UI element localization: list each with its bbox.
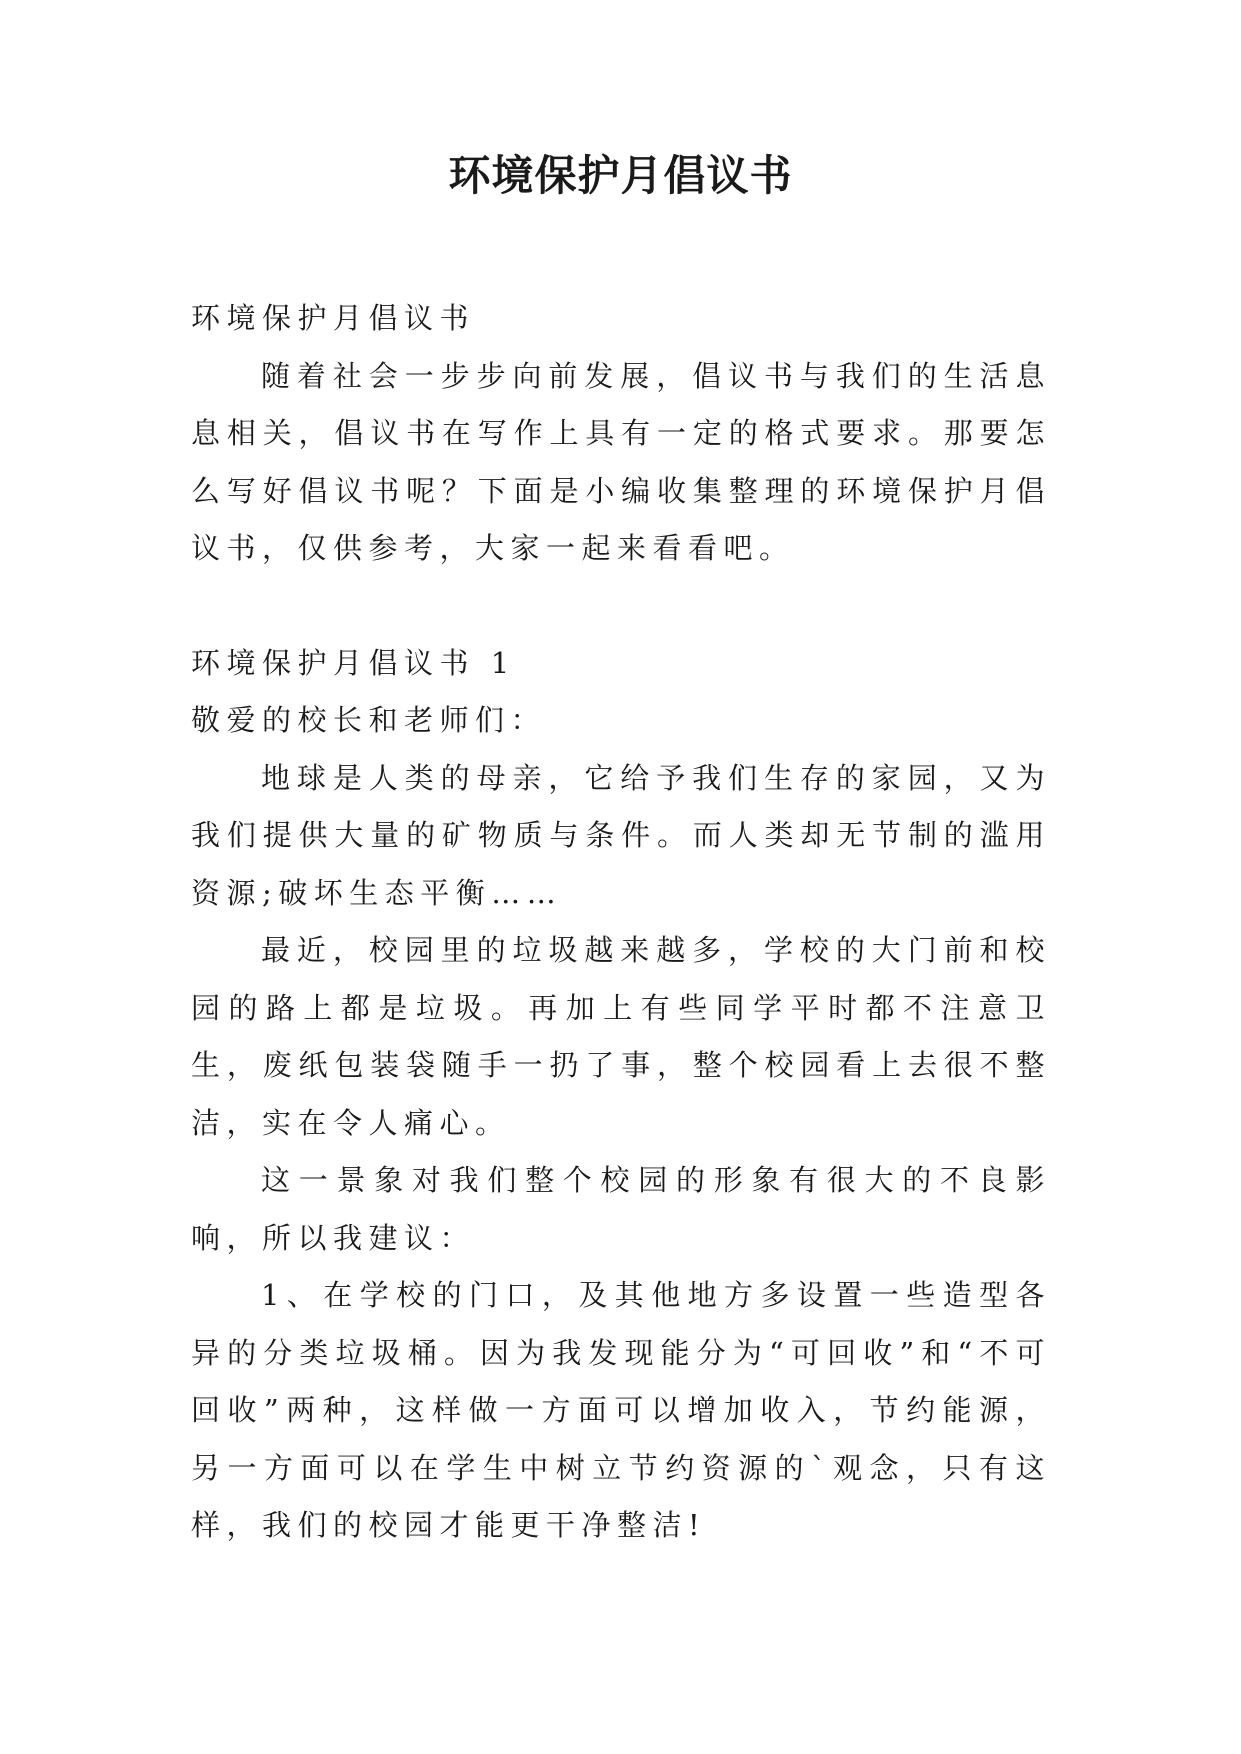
salutation: 敬爱的校长和老师们：: [191, 703, 547, 737]
document-title: 环境保护月倡议书: [448, 151, 793, 200]
body-paragraph-4: 1、在学校的门口，及其他地方多设置一些造型各异的分类垃圾桶。因为我发现能分为“可回收”和“不可回收”两种，这样做一方面可以增加收入，节约能源，另一方面可以在学生中树立节约资源的`观念，只有这样，我们的校园才能更干净整洁!: [191, 1278, 1051, 1542]
paragraph-gap: [191, 578, 1051, 635]
intro-paragraph: 随着社会一步步向前发展，倡议书与我们的生活息息相关，倡议书在写作上具有一定的格式要求。那要怎么写好倡议书呢？下面是小编收集整理的环境保护月倡议书，仅供参考，大家一起来看看吧。: [191, 358, 1051, 565]
body-paragraph-1: 地球是人类的母亲，它给予我们生存的家园，又为我们提供大量的矿物质与条件。而人类却无节制的滥用资源;破坏生态平衡……: [191, 760, 1051, 910]
body-paragraph-2: 最近，校园里的垃圾越来越多，学校的大门前和校园的路上都是垃圾。再加上有些同学平时都不注意卫生，废纸包装袋随手一扔了事，整个校园看上去很不整洁，实在令人痛心。: [191, 933, 1051, 1140]
document-body: [191, 290, 1051, 1555]
section-heading: 环境保护月倡议书 1: [191, 645, 516, 680]
body-paragraph-3: 这一景象对我们整个校园的形象有很大的不良影响，所以我建议：: [191, 1163, 1051, 1255]
document-subtitle: 环境保护月倡议书: [191, 301, 476, 335]
